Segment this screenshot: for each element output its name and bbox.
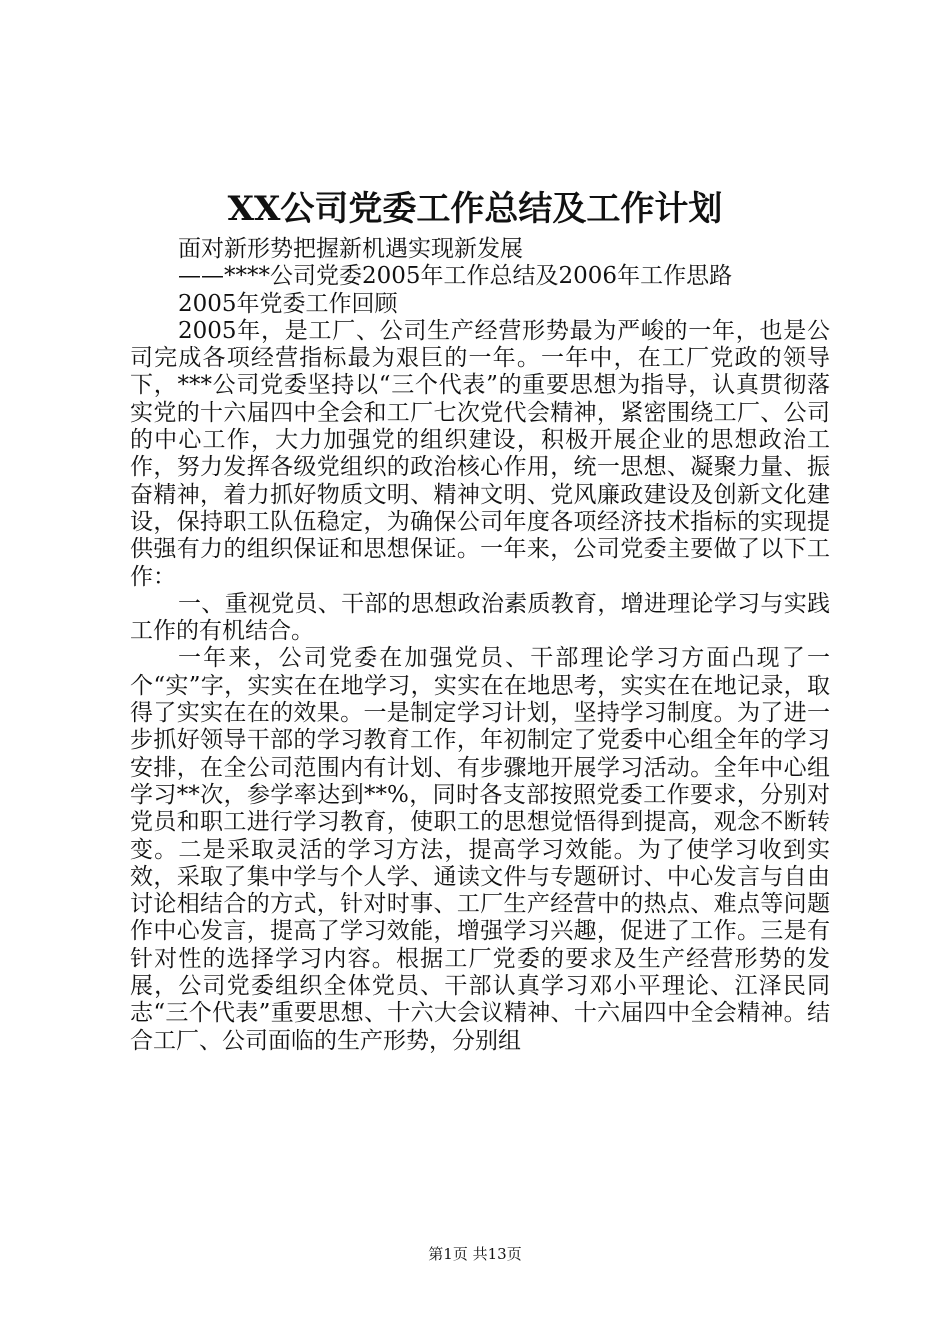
subtitle-2: ——****公司党委2005年工作总结及2006年工作思路 (178, 263, 733, 290)
paragraph-3: 一年来，公司党委在加强党员、干部理论学习方面凸现了一个“实”字，实实在在地学习，实实在在地思考，实实在在地记录，取得了实实在在的效果。一是制定学习计划，坚持学习制度。为了进一步抓好领导干部的学习教育工作，年初制定了党委中心组全年的学习安排，在全公司范围内有计划、有步骤地开展学习活动。全年中心组学习**次，参学率达到**%，同时各支部按照党委工作要求，分别对党员和职工进行学习教育，使职工的思想觉悟得到提高，观念不断转变。二是采取灵活的学习方法，提高学习效能。为了使学习收到实效，采取了集中学与个人学、通读文件与专题研讨、中心发言与自由讨论相结合的方式，针对时事、工厂生产经营中的热点、难点等问题作中心发言，提高了学习效能，增强学习兴趣，促进了工作。三是有针对性的选择学习内容。根据工厂党委的要求及生产经营形势的发展，公司党委组织全体党员、干部认真学习邓小平理论、江泽民同志“三个代表”重要思想、十六大会议精神、十六届四中全会精神。结合工厂、公司面临的生产形势，分别组 (130, 645, 830, 1054)
subtitle-1: 面对新形势把握新机遇实现新发展 (178, 236, 523, 262)
page-footer: 第1页 共13页 (428, 1245, 522, 1263)
paragraph-2: 一、重视党员、干部的思想政治素质教育，增进理论学习与实践工作的有机结合。 (130, 590, 830, 645)
paragraph-1: 2005年，是工厂、公司生产经营形势最为严峻的一年，也是公司完成各项经营指标最为艰巨的一年。一年中，在工厂党政的领导下，***公司党委坚持以“三个代表”的重要思想为指导，认真贯彻落实党的十六届四中全会和工厂七次党代会精神，紧密围绕工厂、公司的中心工作，大力加强党的组织建设，积极开展企业的思想政治工作，努力发挥各级党组织的政治核心作用，统一思想、凝聚力量、振奋精神，着力抓好物质文明、精神文明、党风廉政建设及创新文化建设，保持职工队伍稳定，为确保公司年度各项经济技术指标的实现提供强有力的组织保证和思想保证。一年来，公司党委主要做了以下工作： (130, 317, 830, 590)
section-heading: 2005年党委工作回顾 (178, 290, 398, 317)
document-title: XX公司党委工作总结及工作计划 (227, 189, 723, 229)
document-body (130, 236, 830, 1055)
